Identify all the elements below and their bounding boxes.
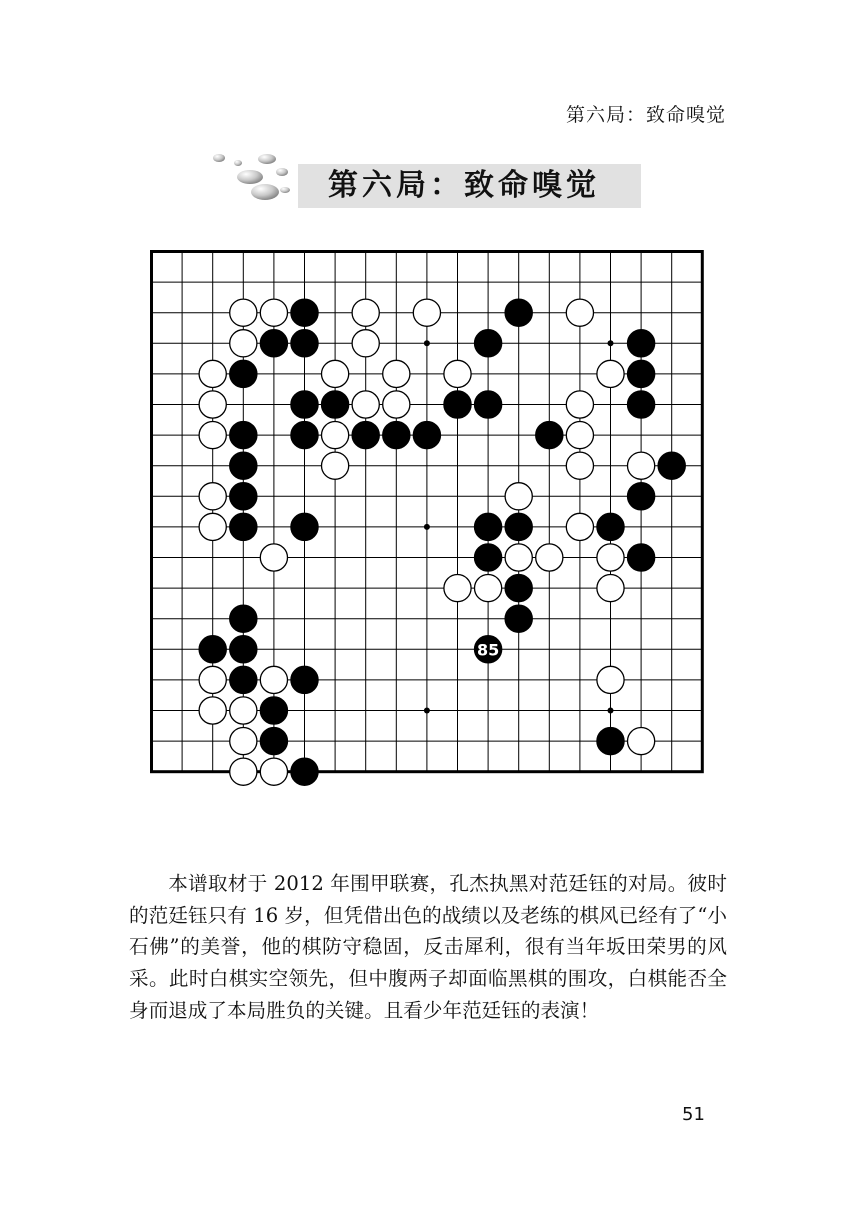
body-paragraph: 本谱取材于 2012 年围甲联赛，孔杰执黑对范廷钰的对局。彼时的范廷钰只有 16 岁，但凭借出色的战绩以及老练的棋风已经有了“小石佛”的美誉，他的棋防守稳固，反击犀利，很有当年坂田荣男的风采。此时白棋实空领先，但中腹两子却面临黑棋的围攻，白棋能否全身而退成了本局胜负的关键。且看少年范廷钰的表演！ (129, 872, 727, 1022)
white-stone (413, 299, 440, 326)
white-stone (505, 483, 532, 510)
white-stone (260, 299, 287, 326)
white-stone (199, 483, 226, 510)
black-stone (475, 330, 502, 357)
black-stone (260, 330, 287, 357)
black-stone (291, 758, 318, 785)
white-stone (260, 666, 287, 693)
black-stone (291, 299, 318, 326)
white-stone (199, 391, 226, 418)
go-board (150, 250, 706, 806)
white-stone (199, 666, 226, 693)
white-stone (199, 697, 226, 724)
white-stone (230, 330, 257, 357)
black-stone (475, 544, 502, 571)
white-stone (260, 758, 287, 785)
white-stone (566, 391, 593, 418)
black-stone (444, 391, 471, 418)
black-stone (475, 513, 502, 540)
black-stone (505, 513, 532, 540)
chapter-title: 第六局：致命嗅觉 (328, 168, 600, 203)
black-stone (260, 728, 287, 755)
star-point (608, 708, 614, 714)
white-stone (475, 575, 502, 602)
black-stone (230, 666, 257, 693)
black-stone (658, 452, 685, 479)
black-stone (628, 330, 655, 357)
white-stone (383, 360, 410, 387)
white-stone (199, 513, 226, 540)
star-point (608, 340, 614, 346)
black-stone (260, 697, 287, 724)
black-stone (505, 605, 532, 632)
white-stone (566, 452, 593, 479)
white-stone (230, 758, 257, 785)
white-stone (505, 544, 532, 571)
white-stone (597, 360, 624, 387)
black-stone (628, 483, 655, 510)
black-stone (383, 422, 410, 449)
black-stone (199, 636, 226, 663)
white-stone (322, 452, 349, 479)
black-stone (230, 422, 257, 449)
white-stone (230, 728, 257, 755)
black-stone (230, 452, 257, 479)
chapter-title-banner (210, 150, 650, 212)
black-stone (230, 483, 257, 510)
move-number-label: 85 (476, 640, 500, 660)
white-stone (230, 697, 257, 724)
white-stone (322, 360, 349, 387)
white-stone (444, 575, 471, 602)
black-stone (628, 391, 655, 418)
white-stone (444, 360, 471, 387)
white-stone (597, 575, 624, 602)
black-stone (628, 544, 655, 571)
white-stone (566, 299, 593, 326)
black-stone (230, 513, 257, 540)
black-stone (628, 360, 655, 387)
black-stone (475, 391, 502, 418)
star-point (424, 524, 430, 530)
white-stone (383, 391, 410, 418)
go-stones-decoration-icon (210, 150, 300, 212)
white-stone (352, 391, 379, 418)
black-stone (230, 605, 257, 632)
white-stone (597, 666, 624, 693)
white-stone (352, 330, 379, 357)
white-stone (566, 513, 593, 540)
white-stone (352, 299, 379, 326)
black-stone (322, 391, 349, 418)
black-stone (597, 513, 624, 540)
white-stone (566, 422, 593, 449)
white-stone (597, 544, 624, 571)
black-stone (291, 422, 318, 449)
white-stone (230, 299, 257, 326)
white-stone (536, 544, 563, 571)
black-stone (505, 299, 532, 326)
black-stone (597, 728, 624, 755)
black-stone (291, 513, 318, 540)
black-stone (291, 330, 318, 357)
black-stone (536, 422, 563, 449)
white-stone (260, 544, 287, 571)
star-point (424, 708, 430, 714)
white-stone (628, 452, 655, 479)
white-stone (199, 360, 226, 387)
black-stone (230, 636, 257, 663)
star-point (424, 340, 430, 346)
white-stone (322, 422, 349, 449)
black-stone (230, 360, 257, 387)
black-stone (291, 666, 318, 693)
page-number: 51 (682, 1104, 705, 1125)
white-stone (199, 422, 226, 449)
running-header: 第六局：致命嗅觉 (565, 104, 726, 126)
black-stone (352, 422, 379, 449)
white-stone (628, 728, 655, 755)
black-stone (505, 575, 532, 602)
black-stone (413, 422, 440, 449)
black-stone (291, 391, 318, 418)
